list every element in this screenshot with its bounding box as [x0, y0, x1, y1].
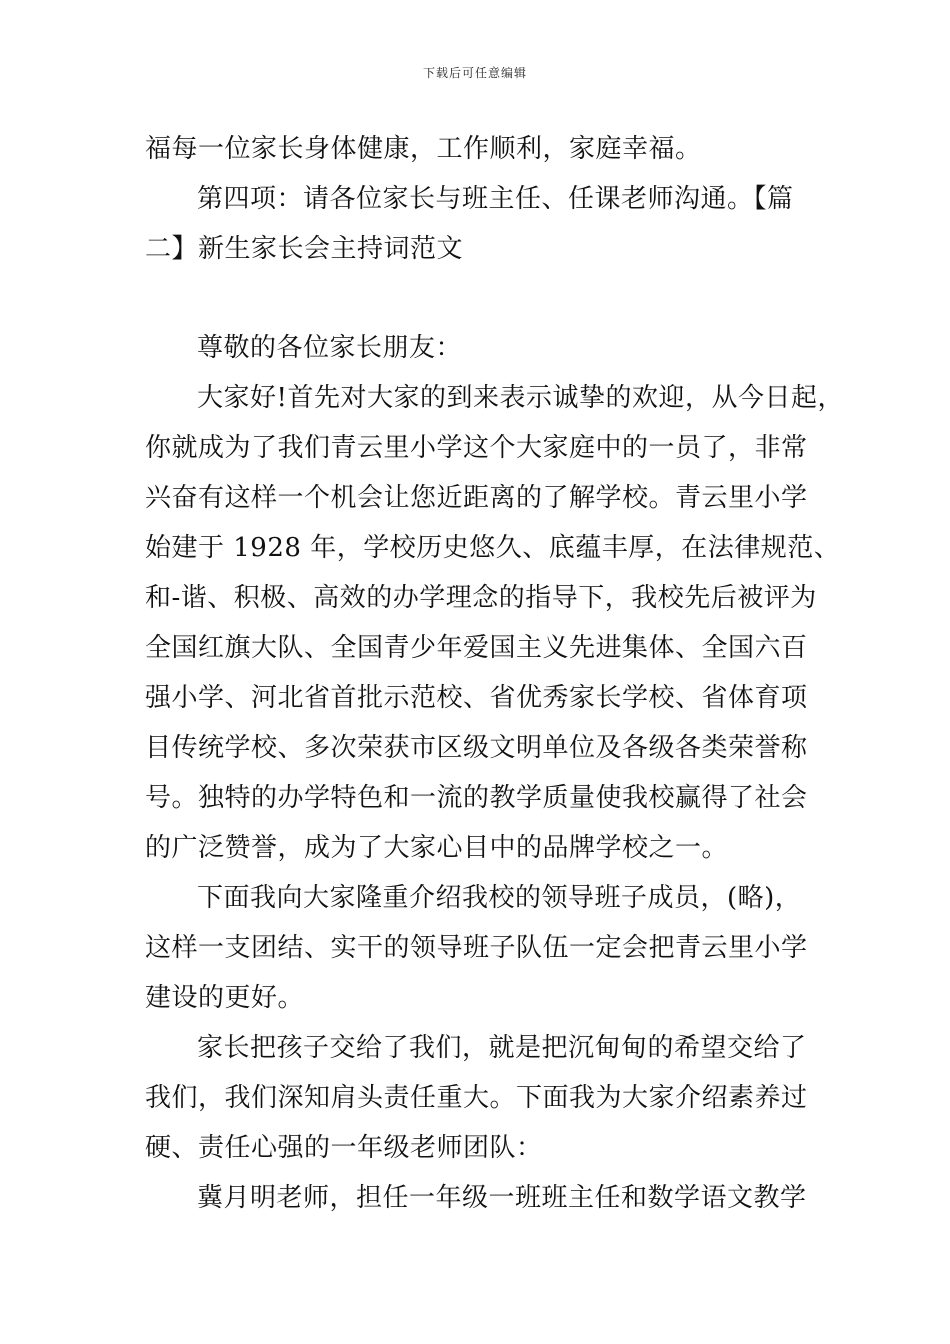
text-line: 全国红旗大队、全国青少年爱国主义先进集体、全国六百: [145, 633, 808, 663]
text-line: 号。独特的办学特色和一流的教学质量使我校赢得了社会: [145, 783, 808, 813]
text-line: 的广泛赞誉，成为了大家心目中的品牌学校之一。: [145, 833, 729, 863]
text-line: 我们，我们深知肩头责任重大。下面我为大家介绍素养过: [145, 1083, 808, 1113]
text-line: 这样一支团结、实干的领导班子队伍一定会把青云里小学: [145, 933, 808, 963]
text-line: 大家好!首先对大家的到来表示诚挚的欢迎，从今日起，: [197, 383, 844, 413]
text-line: 家长把孩子交给了我们，就是把沉甸甸的希望交给了: [197, 1033, 807, 1063]
text-line: 硬、责任心强的一年级老师团队：: [145, 1133, 543, 1163]
text-line: 和-谐、积极、高效的办学理念的指导下，我校先后被评为: [145, 583, 817, 613]
text-line: 强小学、河北省首批示范校、省优秀家长学校、省体育项: [145, 683, 808, 713]
text-line: 第四项：请各位家长与班主任、任课老师沟通。【篇: [197, 184, 794, 214]
page-header: 下载后可任意编辑: [422, 66, 527, 80]
text-line: 始建于 1928 年，学校历史悠久、底蕴丰厚，在法律规范、: [145, 533, 841, 563]
text-line: 二】新生家长会主持词范文: [145, 234, 464, 264]
text-line: 你就成为了我们青云里小学这个大家庭中的一员了，非常: [145, 433, 808, 463]
text-line: 冀月明老师，担任一年级一班班主任和数学语文教学: [197, 1183, 807, 1213]
text-line: 兴奋有这样一个机会让您近距离的了解学校。青云里小学: [145, 483, 808, 513]
text-line: 下面我向大家隆重介绍我校的领导班子成员，(略)，: [197, 883, 802, 913]
text-line: 建设的更好。: [145, 983, 305, 1013]
text-line: 目传统学校、多次荣获市区级文明单位及各级各类荣誉称: [145, 733, 808, 763]
text-line: 福每一位家长身体健康，工作顺利，家庭幸福。: [145, 134, 702, 164]
text-line: 尊敬的各位家长朋友：: [197, 333, 463, 363]
